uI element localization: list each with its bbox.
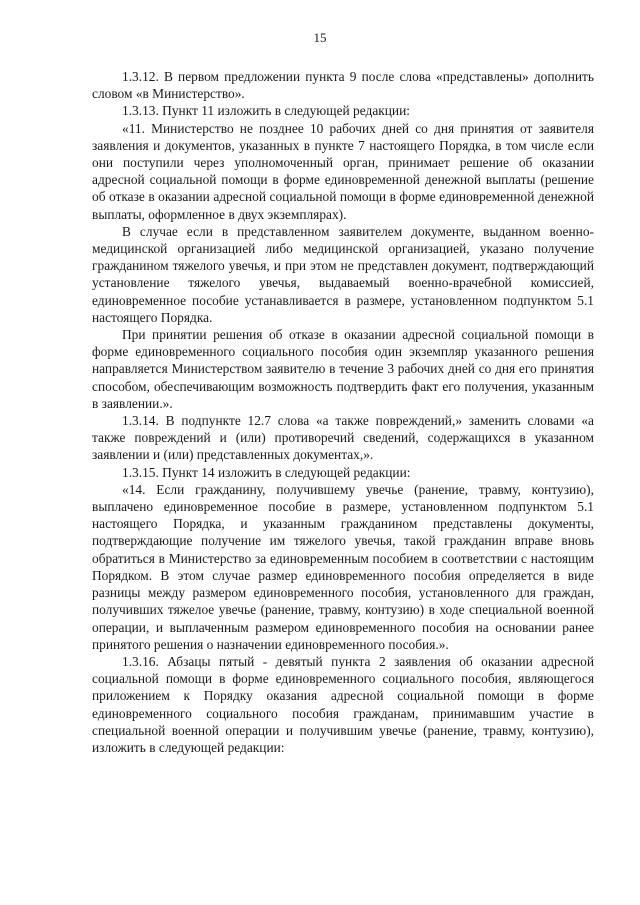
paragraph-1-3-15: 1.3.15. Пункт 14 изложить в следующей редакции: <box>122 464 411 480</box>
paragraph-heavy-injury-case: В случае если в представленном заявителем документе, выданном военно-медицинской организацией либо медицинской организацией, указано получение гражданином тяжелого увечья, и при этом не представлен документ, подтверждающий установление тяжелого увечья, выдаваемый военно-врачебной комиссией, единовременное пособие устанавливается в размере, установленном подпунктом 5.1 настоящего Порядка. <box>92 223 594 325</box>
page-number: 15 <box>313 30 327 45</box>
paragraph-1-3-16: 1.3.16. Абзацы пятый - девятый пункта 2 заявления об оказании адресной социальной помощи в форме единовременного социального пособия, являющегося приложением к Порядку оказания адресной социальной помощи в форме единовременного социального пособия гражданам, принимавшим участие в специальной военной операции и получившим увечье (ранение, травму, контузию), изложить в следующей редакции: <box>92 653 594 755</box>
paragraph-refusal-decision: При принятии решения об отказе в оказании адресной социальной помощи в форме единовременного социального пособия один экземпляр указанного решения направляется Министерством заявителю в течение 3 рабочих дней со дня его принятия способом, обеспечивающим возможность подтвердить факт его получения, указанным в заявлении.». <box>92 327 594 411</box>
paragraph-1-3-14: 1.3.14. В подпункте 12.7 слова «а также повреждений,» заменить словами «а также повреждений и (или) противоречий сведений, содержащихся в указанном заявлении и (или) представленных документах,». <box>92 413 594 463</box>
document-body <box>92 68 594 756</box>
paragraph-point-14: «14. Если гражданину, получившему увечье (ранение, травму, контузию), выплачено единовременное пособие в размере, установленном подпунктом 5.1 настоящего Порядка, и указанным гражданином представлены документы, подтверждающие получение им тяжелого увечья, такой гражданин вправе вновь обратиться в Министерство за единовременным пособием в соответствии с настоящим Порядком. В этом случае размер единовременного пособия определяется в виде разницы между размером единовременного пособия, установленного для граждан, получивших тяжелое увечье (ранение, травму, контузию) в ходе специальной военной операции, и выплаченным размером единовременного пособия на основании ранее принятого решения о назначении единовременного пособия.». <box>92 481 594 652</box>
paragraph-1-3-12: 1.3.12. В первом предложении пункта 9 после слова «представлены» дополнить словом «в Министерство». <box>92 69 594 102</box>
paragraph-point-11: «11. Министерство не позднее 10 рабочих дней со дня принятия от заявителя заявления и документов, указанных в пункте 7 настоящего Порядка, в том числе если они поступили через уполномоченный орган, принимает решение об оказании адресной социальной помощи в форме единовременной денежной выплаты (решение об отказе в оказании адресной социальной помощи в форме единовременной денежной выплаты, оформленное в двух экземплярах). <box>92 120 594 222</box>
paragraph-1-3-13: 1.3.13. Пункт 11 изложить в следующей редакции: <box>122 103 410 119</box>
